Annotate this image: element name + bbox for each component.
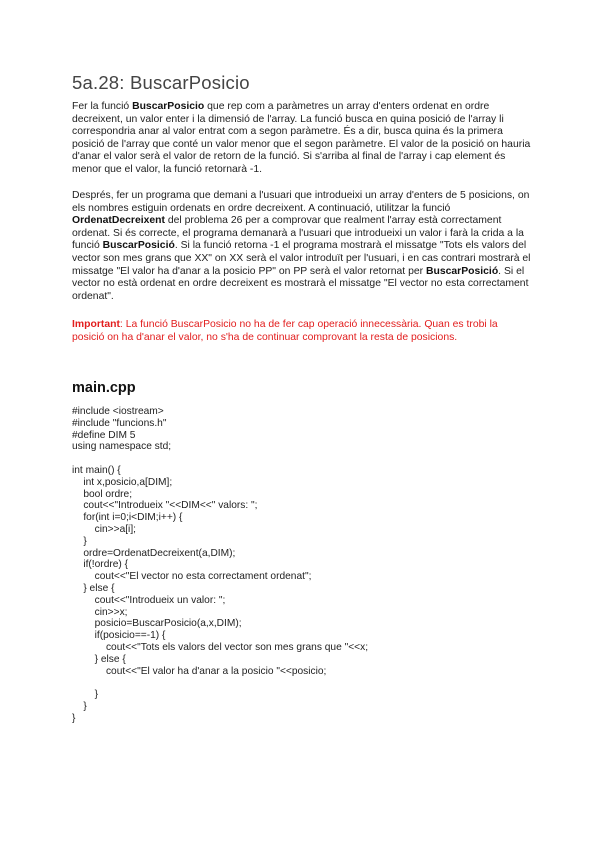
code-line: int main() { (72, 464, 121, 476)
code-line: bool ordre; (72, 488, 133, 500)
code-line: for(int i=0;i<DIM;i++) { (72, 512, 183, 524)
text-run: del problema 26 per a comprovar que realment l'array està correctament ordenat. Si és correcte, el programa demanarà a l'usuari que introdueixi un valor i farà la crida a la funció (72, 215, 524, 252)
code-line (72, 677, 368, 689)
code-line: } (72, 712, 76, 724)
code-block (72, 406, 368, 725)
code-line: ordre=OrdenatDecreixent(a,DIM); (72, 547, 236, 559)
code-line: cout<<"El valor ha d'anar a la posicio "<<posicio; (72, 665, 327, 677)
code-line: cin>>x; (72, 606, 128, 618)
code-line: } (72, 700, 87, 712)
code-line: using namespace std; (72, 441, 172, 453)
text-run: Després, fer un programa que demani a l'usuari que introdueixi un array d'enters de 5 posicions, on els nombres estiguin ordenats en ordre decreixent. A continuació, utilitzar la funció (72, 190, 530, 214)
code-line: cout<<"Tots els valors del vector son mes grans que "<<x; (72, 641, 369, 653)
text-run: que rep com a paràmetres un array d'enters ordenat en ordre decreixent, un valor enter i la dimensió de l'array. La funció busca en quina posició de l'array li correspondria anar al valor entrat com a segon paràmetre. És a dir, busca quina és la primera posició de l'array que conté un valor menor que el segon paràmetre. El valor de la posició on hauria d'anar el valor serà el valor de retorn de la funció. Si s'arriba al final de l'array i cap element és menor que el valor, la funció retornarà -1. (72, 101, 531, 175)
text-run: . Si el vector no està ordenat en ordre decreixent es mostrarà el missatge "El vector no esta correctament ordenat". (72, 265, 529, 302)
text-run: Fer la funció (72, 101, 133, 112)
code-line: if(posicio==-1) { (72, 630, 166, 642)
function-name-bold: BuscarPosició (102, 240, 175, 252)
code-line: cout<<"El vector no esta correctament ordenat"; (72, 571, 312, 583)
code-line: cout<<"Introdueix "<<DIM<<" valors: "; (72, 500, 258, 512)
code-line (72, 453, 368, 465)
code-line: if(!ordre) { (72, 559, 129, 571)
program-paragraph (72, 190, 532, 303)
code-line: } (72, 535, 87, 547)
code-line: } else { (72, 582, 115, 594)
code-line: cin>>a[i]; (72, 523, 136, 535)
code-line: } (72, 689, 99, 701)
code-line: #include "funcions.h" (72, 417, 167, 429)
code-line: #include <iostream> (72, 406, 164, 417)
code-line: } else { (72, 653, 126, 665)
code-line: #define DIM 5 (72, 429, 136, 441)
code-line: int x,posicio,a[DIM]; (72, 476, 173, 488)
description-paragraph (72, 101, 532, 177)
code-line: posicio=BuscarPosicio(a,x,DIM); (72, 618, 242, 630)
text-run: . Si la funció retorna -1 el programa mostrarà el missatge "Tots els valors del vector son mes grans que XX" on XX serà el valor introduït per l'usuari, i en cas contrari mostrarà el missatge "El valor ha d'anar a la posicio PP" on PP serà el valor retornat per (72, 240, 531, 277)
important-text: : La funció BuscarPosicio no ha de fer cap operació innecessària. Quan es trobi la posició on ha d'anar el valor, no s'ha de continuar comprovant la resta de posicions. (72, 319, 498, 343)
function-name-bold: OrdenatDecreixent (72, 215, 165, 227)
function-name-bold: BuscarPosició (425, 265, 499, 277)
important-note (72, 319, 532, 344)
function-name-bold: BuscarPosicio (132, 101, 205, 112)
code-line: cout<<"Introdueix un valor: "; (72, 594, 226, 606)
code-file-title: main.cpp (72, 380, 136, 396)
page-title: 5a.28: BuscarPosicio (72, 72, 250, 93)
important-label: Important (72, 319, 120, 330)
